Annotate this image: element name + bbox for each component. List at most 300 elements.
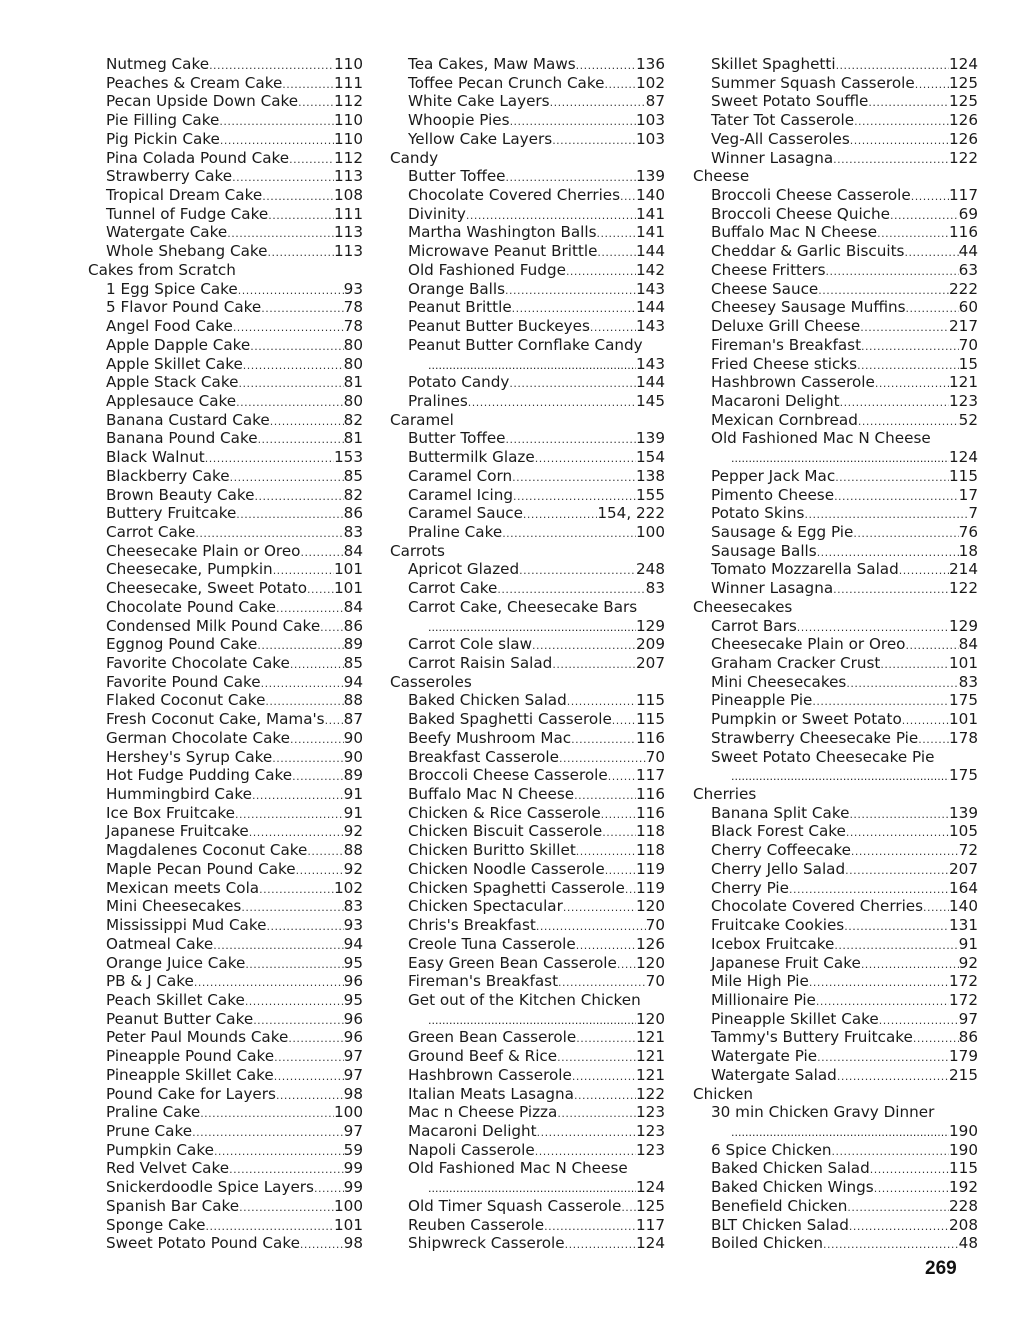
entry-title: Shipwreck Casserole [408,1234,565,1253]
entry-title: Mac n Cheese Pizza [408,1103,558,1122]
index-entry [390,635,665,654]
dot-leader [535,1141,636,1160]
entry-title: Skillet Spaghetti [711,55,836,73]
entry-page-ref: 208 [949,1215,978,1234]
index-entry [693,691,978,710]
dot-leader [428,1010,636,1029]
index-entry [390,523,665,542]
entry-page-ref: 92 [958,953,978,972]
dot-leader [502,523,636,542]
entry-page-ref: 111 [334,204,363,223]
entry-page-ref: 129 [949,616,978,635]
entry-page-ref: 111 [334,73,363,92]
dot-leader [559,748,646,767]
dot-leader [557,1103,636,1122]
index-entry [390,860,665,879]
index-entry [390,261,665,280]
entry-page-ref: 85 [343,466,363,485]
entry-page-ref: 101 [949,654,978,672]
entry-page-ref: 124 [949,55,978,73]
entry-page-ref: 117 [636,766,665,785]
entry-title: Black Forest Cake [711,822,846,841]
entry-title: Watergate Salad [711,1065,837,1084]
dot-leader [565,1234,636,1253]
entry-title: Carrot Bars [711,616,797,635]
dot-leader [572,1066,636,1085]
entry-title: Carrot Cake [408,579,498,598]
index-entry [693,729,978,748]
entry-title: Broccoli Cheese Casserole [711,186,911,205]
entry-page-ref: 90 [343,728,363,747]
dot-leader [877,223,949,242]
dot-leader [846,673,958,692]
dot-leader [272,748,343,767]
entry-page-ref: 123 [636,1103,665,1122]
entry-title: Beefy Mushroom Mac [408,728,572,747]
entry-page-ref: 82 [343,410,363,429]
index-entry [88,560,363,579]
index-entry [390,111,665,130]
dot-leader [923,897,949,916]
entry-page-ref: 144 [636,373,665,392]
entry-title: Baked Chicken Salad [711,1159,870,1178]
index-entry [390,186,665,205]
entry-title: Snickerdoodle Spice Layers [106,1178,314,1197]
entry-title: Macaroni Delight [408,1121,537,1140]
dot-leader [233,317,344,336]
entry-page-ref: 126 [636,934,665,953]
entry-page-ref: 78 [343,298,363,317]
entry-title: Winner Lasagna [711,148,834,167]
entry-title: Cheesecake, Sweet Potato [106,579,308,598]
entry-title: BLT Chicken Salad [711,1215,849,1234]
index-entry [390,130,665,149]
dot-leader [797,617,949,636]
index-entry [88,1178,363,1197]
index-entry-continuation [693,1122,978,1141]
dot-leader [602,822,636,841]
index-entry [88,373,363,392]
dot-leader [200,1103,334,1122]
entry-page-ref: 86 [343,504,363,523]
entry-title: Japanese Fruit Cake [711,953,861,972]
index-entry [390,598,665,617]
entry-title: Mile High Pie [711,972,809,991]
entry-title: Summer Squash Casserole [711,73,915,92]
entry-title: Cherry Coffeecake [711,841,851,860]
dot-leader [257,635,343,654]
index-entry [390,748,665,767]
dot-leader [875,373,949,392]
dot-leader [253,1010,343,1029]
index-entry [693,822,978,841]
dot-leader [505,280,636,299]
entry-title: Baked Chicken Salad [408,691,567,710]
entry-page-ref: 125 [636,1196,665,1215]
entry-title: Caramel Icing [408,485,513,504]
index-entry [88,486,363,505]
index-entry [88,1216,363,1235]
dot-leader [238,280,344,299]
entry-title: Mexican Cornbread [711,410,858,429]
dot-leader [850,130,949,149]
entry-title: Sweet Potato Pound Cake [106,1234,300,1253]
entry-page-ref: 76 [958,522,978,541]
entry-title: Banana Split Cake [711,803,850,822]
entry-title: Mini Cheesecakes [106,897,242,916]
entry-title: Watergate Cake [106,223,228,242]
dot-leader [731,448,949,467]
dot-leader [566,261,636,280]
entry-page-ref: 141 [636,223,665,242]
entry-title: Boiled Chicken [711,1234,823,1253]
dot-leader [834,935,958,954]
index-entry [88,1197,363,1216]
index-entry [88,954,363,973]
entry-title: Cheese Fritters [711,260,826,279]
index-entry [693,429,978,448]
index-entry [693,486,978,505]
dot-leader [874,1178,949,1197]
entry-title: Caramel Corn [408,466,513,485]
entry-page-ref: 84 [343,597,363,616]
entry-title: Mini Cheesecakes [711,672,847,691]
dot-leader [236,392,344,411]
index-entry [88,242,363,261]
entry-page-ref: 18 [958,541,978,560]
dot-leader [239,1197,334,1216]
index-entry [390,486,665,505]
entry-page-ref: 145 [636,391,665,410]
index-entry [88,785,363,804]
entry-title: Hummingbird Cake [106,785,252,804]
entry-title: Pig Pickin Cake [106,129,220,148]
index-entry [693,261,978,280]
entry-page-ref: 116 [949,223,978,242]
index-entry [693,1028,978,1047]
dot-leader [845,860,949,879]
entry-title: Tunnel of Fudge Cake [106,204,269,223]
entry-page-ref: 83 [958,672,978,691]
dot-leader [282,74,334,93]
entry-title: Japanese Fruitcake [106,822,249,841]
entry-page-ref: 81 [343,373,363,392]
index-entry [693,317,978,336]
index-entry [693,55,978,74]
entry-page-ref: 119 [636,878,665,897]
entry-page-ref: 97 [958,1009,978,1028]
entry-page-ref: 154, 222 [597,504,665,523]
entry-title: Fruitcake Cookies [711,916,845,935]
dot-leader [535,448,636,467]
dot-leader [300,542,343,561]
index-entry [88,673,363,692]
index-entry [88,392,363,411]
entry-title: Hot Fudge Pudding Cake [106,766,293,785]
entry-title: Ground Beef & Rice [408,1047,558,1066]
index-entry [88,1028,363,1047]
entry-title: Eggnog Pound Cake [106,635,258,654]
entry-title: Hashbrown Casserole [711,373,875,392]
entry-title: Carrot Cole slaw [408,635,533,654]
entry-page-ref: 101 [334,579,363,598]
index-entry [88,691,363,710]
entry-title: Chocolate Pound Cake [106,597,276,616]
entry-page-ref: 115 [636,710,665,729]
entry-title: Cherry Jello Salad [711,859,846,878]
entry-page-ref: 116 [636,728,665,747]
index-entry [693,841,978,860]
dot-leader [809,972,949,991]
index-entry [693,804,978,823]
entry-page-ref: 81 [343,429,363,448]
entry-page-ref: 248 [636,560,665,579]
entry-page-ref: 87 [645,92,665,111]
entry-title: Angel Food Cake [106,317,233,336]
entry-page-ref: 89 [343,766,363,785]
dot-leader [243,355,344,374]
dot-leader [849,804,949,823]
index-entry [390,1028,665,1047]
entry-page-ref: 60 [958,298,978,317]
entry-title: Chicken Biscuit Casserole [408,822,603,841]
index-entry [390,1141,665,1160]
entry-title: Broccoli Cheese Quiche [711,204,891,223]
dot-leader [890,205,959,224]
index-entry [693,523,978,542]
index-entry [693,916,978,935]
entry-page-ref: 118 [636,822,665,841]
dot-leader [604,74,636,93]
index-entry [88,991,363,1010]
entry-page-ref: 192 [949,1178,978,1197]
dot-leader [195,523,343,542]
entry-title: Cheesecake Plain or Oreo [106,541,301,560]
entry-title: Old Fashioned Mac N Cheese [711,429,931,448]
dot-leader [868,92,949,111]
entry-page-ref: 98 [343,1234,363,1253]
dot-leader [911,186,949,205]
entry-page-ref: 89 [343,635,363,654]
entry-page-ref: 122 [949,579,978,598]
entry-page-ref: 190 [949,1121,978,1140]
index-entry [88,822,363,841]
entry-title: Banana Custard Cake [106,410,270,429]
dot-leader [625,879,636,898]
index-entry [390,298,665,317]
dot-leader [840,392,949,411]
index-entry [88,935,363,954]
entry-page-ref: 136 [636,55,665,73]
entry-page-ref: 155 [636,485,665,504]
dot-leader [194,972,344,991]
index-entry [693,74,978,93]
index-entry-continuation [390,1178,665,1197]
dot-leader [229,1159,344,1178]
entry-title: Red Velvet Cake [106,1159,230,1178]
index-entry [88,635,363,654]
dot-leader [266,916,343,935]
dot-leader [213,935,343,954]
index-entry [390,804,665,823]
index-category-heading: Cheesecakes [693,597,793,616]
index-entry [88,579,363,598]
entry-title: Strawberry Cheesecake Pie [711,728,919,747]
entry-title: Pepper Jack Mac [711,466,836,485]
dot-leader [836,55,949,74]
dot-leader [532,635,636,654]
index-entry [390,317,665,336]
dot-leader [817,1047,949,1066]
entry-title: Spanish Bar Cake [106,1196,240,1215]
index-entry [693,411,978,430]
entry-title: Chocolate Covered Cherries [408,186,621,205]
entry-title: PB & J Cake [106,972,194,991]
dot-leader [608,766,636,785]
dot-leader [307,841,343,860]
entry-title: Pecan Upside Down Cake [106,92,299,111]
dot-leader [537,1122,636,1141]
index-entry [693,617,978,636]
entry-page-ref: 84 [343,541,363,560]
dot-leader [235,804,344,823]
index-entry [693,710,978,729]
index-entry [693,1010,978,1029]
index-entry [88,280,363,299]
dot-leader [574,785,636,804]
entry-title: Fresh Coconut Cake, Mama's [106,710,325,729]
entry-title: Fireman's Breakfast [408,972,559,991]
entry-page-ref: 121 [636,1065,665,1084]
dot-leader [557,1047,636,1066]
index-entry [693,373,978,392]
entry-title: Chicken Spaghetti Casserole [408,878,625,897]
entry-title: Potato Candy [408,373,510,392]
index-entry [693,186,978,205]
index-entry [88,804,363,823]
index-entry [88,223,363,242]
dot-leader [230,467,344,486]
index-entry [390,467,665,486]
dot-leader [241,897,343,916]
dot-leader [854,111,949,130]
entry-page-ref: 103 [636,111,665,130]
dot-leader [861,336,959,355]
entry-page-ref: 207 [949,859,978,878]
dot-leader [273,560,334,579]
dot-leader [817,542,959,561]
entry-title: Baked Spaghetti Casserole [408,710,612,729]
dot-leader [571,729,636,748]
dot-leader [428,617,636,636]
dot-leader [576,55,636,74]
dot-leader [550,92,646,111]
entry-title: Chicken Spectacular [408,897,563,916]
entry-page-ref: 97 [343,1065,363,1084]
entry-title: Mexican meets Cola [106,878,260,897]
index-entry [88,897,363,916]
index-entry [88,542,363,561]
entry-page-ref: 172 [949,972,978,991]
dot-leader [880,654,949,673]
entry-page-ref: 88 [343,841,363,860]
entry-page-ref: 59 [343,1140,363,1159]
dot-leader [812,691,949,710]
dot-leader [268,205,334,224]
entry-page-ref: 98 [343,1084,363,1103]
entry-page-ref: 95 [343,990,363,1009]
entry-title: Yellow Cake Layers [408,129,553,148]
entry-page-ref: 113 [334,167,363,186]
index-entry [390,448,665,467]
dot-leader [597,242,636,261]
index-entry [693,336,978,355]
entry-title: Old Timer Squash Casserole [408,1196,622,1215]
entry-title: Buttermilk Glaze [408,448,535,467]
index-entry [390,1066,665,1085]
dot-leader [849,1216,949,1235]
index-entry [390,1197,665,1216]
entry-page-ref: 228 [949,1196,978,1215]
index-entry [88,879,363,898]
dot-leader [468,392,636,411]
index-entry [390,1122,665,1141]
index-category-heading: Cakes from Scratch [88,260,236,279]
entry-page-ref: 121 [636,1028,665,1047]
entry-page-ref: 100 [334,1196,363,1215]
index-category-heading: Chicken [693,1084,754,1103]
entry-title: Hashbrown Casserole [408,1065,572,1084]
entry-page-ref: 131 [949,916,978,935]
dot-leader [536,916,646,935]
index-entry [88,710,363,729]
entry-page-ref: 87 [343,710,363,729]
entry-title: Peaches & Cream Cake [106,73,283,92]
entry-title: Butter Toffee [408,167,506,186]
entry-title: Favorite Pound Cake [106,672,261,691]
index-entry [88,916,363,935]
entry-title: Millionaire Pie [711,990,816,1009]
dot-leader [209,55,334,74]
entry-title: Ice Box Fruitcake [106,803,235,822]
entry-page-ref: 90 [343,747,363,766]
dot-leader [858,411,959,430]
index-entry [390,429,665,448]
dot-leader [192,1122,344,1141]
entry-page-ref: 154 [636,448,665,467]
dot-leader [523,504,597,523]
dot-leader [261,298,343,317]
index-entry [693,1159,978,1178]
entry-page-ref: 222 [949,279,978,298]
index-entry [693,1141,978,1160]
index-entry [390,579,665,598]
dot-leader [270,411,344,430]
entry-title: Nutmeg Cake [106,55,210,73]
dot-leader [512,467,636,486]
dot-leader [844,916,949,935]
dot-leader [879,1010,959,1029]
entry-page-ref: 101 [949,710,978,729]
dot-leader [262,186,334,205]
entry-title: Pumpkin Cake [106,1140,214,1159]
entry-page-ref: 209 [636,635,665,654]
entry-title: Fried Cheese sticks [711,354,858,373]
entry-page-ref: 44 [958,242,978,261]
dot-leader [918,729,949,748]
index-entry [693,1234,978,1253]
entry-title: Butter Toffee [408,429,506,448]
